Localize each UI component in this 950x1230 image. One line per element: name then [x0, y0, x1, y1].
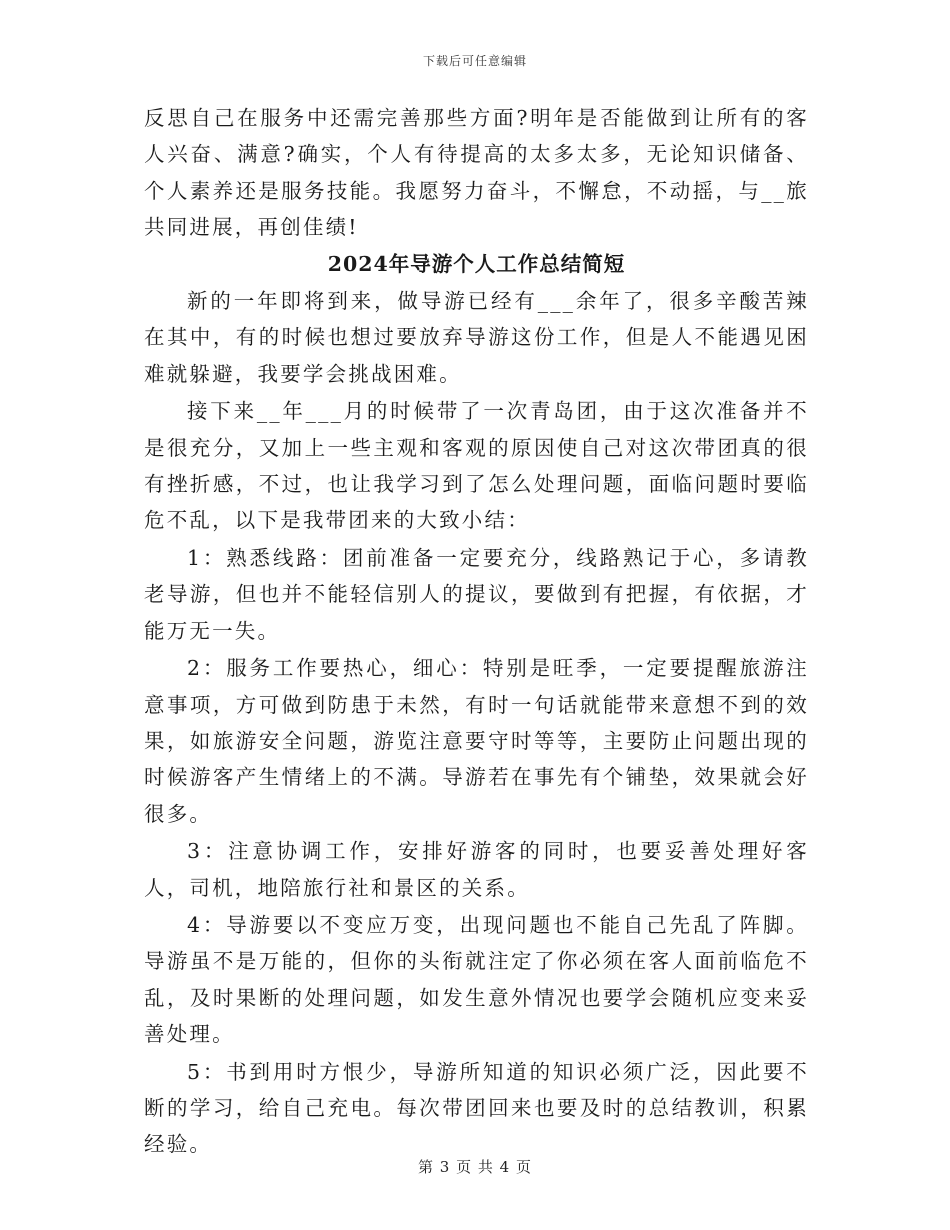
- paragraph-2: 接下来__年___月的时候带了一次青岛团，由于这次准备并不是很充分，又加上一些主观和客观的原因使自己对这次带团真的很有挫折感，不过，也让我学习到了怎么处理问题，面临问题时要临危不乱，以下是我带团来的大致小结：: [144, 399, 809, 533]
- paragraph-3: 1：熟悉线路：团前准备一定要充分，线路熟记于心，多请教老导游，但也并不能轻信别人的提议，要做到有把握，有依据，才能万无一失。: [144, 545, 809, 643]
- page-number-footer: 第 3 页 共 4 页: [418, 1158, 532, 1176]
- header-note: 下载后可任意编辑: [422, 54, 527, 68]
- paragraph-4: 2：服务工作要热心，细心：特别是旺季，一定要提醒旅游注意事项，方可做到防患于未然，有时一句话就能带来意想不到的效果，如旅游安全问题，游览注意要守时等等，主要防止问题出现的时候游客产生情绪上的不满。导游若在事先有个铺垫，效果就会好很多。: [144, 656, 809, 826]
- section-title: 2024年导游个人工作总结简短: [327, 251, 626, 276]
- document-body: [144, 100, 809, 1163]
- paragraph-1: 新的一年即将到来，做导游已经有___余年了，很多辛酸苦辣在其中，有的时候也想过要放弃导游这份工作，但是人不能遇见困难就躲避，我要学会挑战困难。: [144, 289, 809, 386]
- paragraph-6: 4：导游要以不变应万变，出现问题也不能自己先乱了阵脚。导游虽不是万能的，但你的头衔就注定了你必须在客人面前临危不乱，及时果断的处理问题，如发生意外情况也要学会随机应变来妥善处理。: [144, 912, 809, 1047]
- paragraph-7: 5：书到用时方恨少，导游所知道的知识必须广泛，因此要不断的学习，给自己充电。每次带团回来也要及时的总结教训，积累经验。: [144, 1059, 809, 1157]
- intro-paragraph: 反思自己在服务中还需完善那些方面?明年是否能做到让所有的客人兴奋、满意?确实，个人有待提高的太多太多，无论知识储备、个人素养还是服务技能。我愿努力奋斗，不懈怠，不动摇，与__旅共同进展，再创佳绩!: [144, 106, 809, 240]
- paragraph-5: 3：注意协调工作，安排好游客的同时，也要妥善处理好客人，司机，地陪旅行社和景区的关系。: [144, 839, 809, 900]
